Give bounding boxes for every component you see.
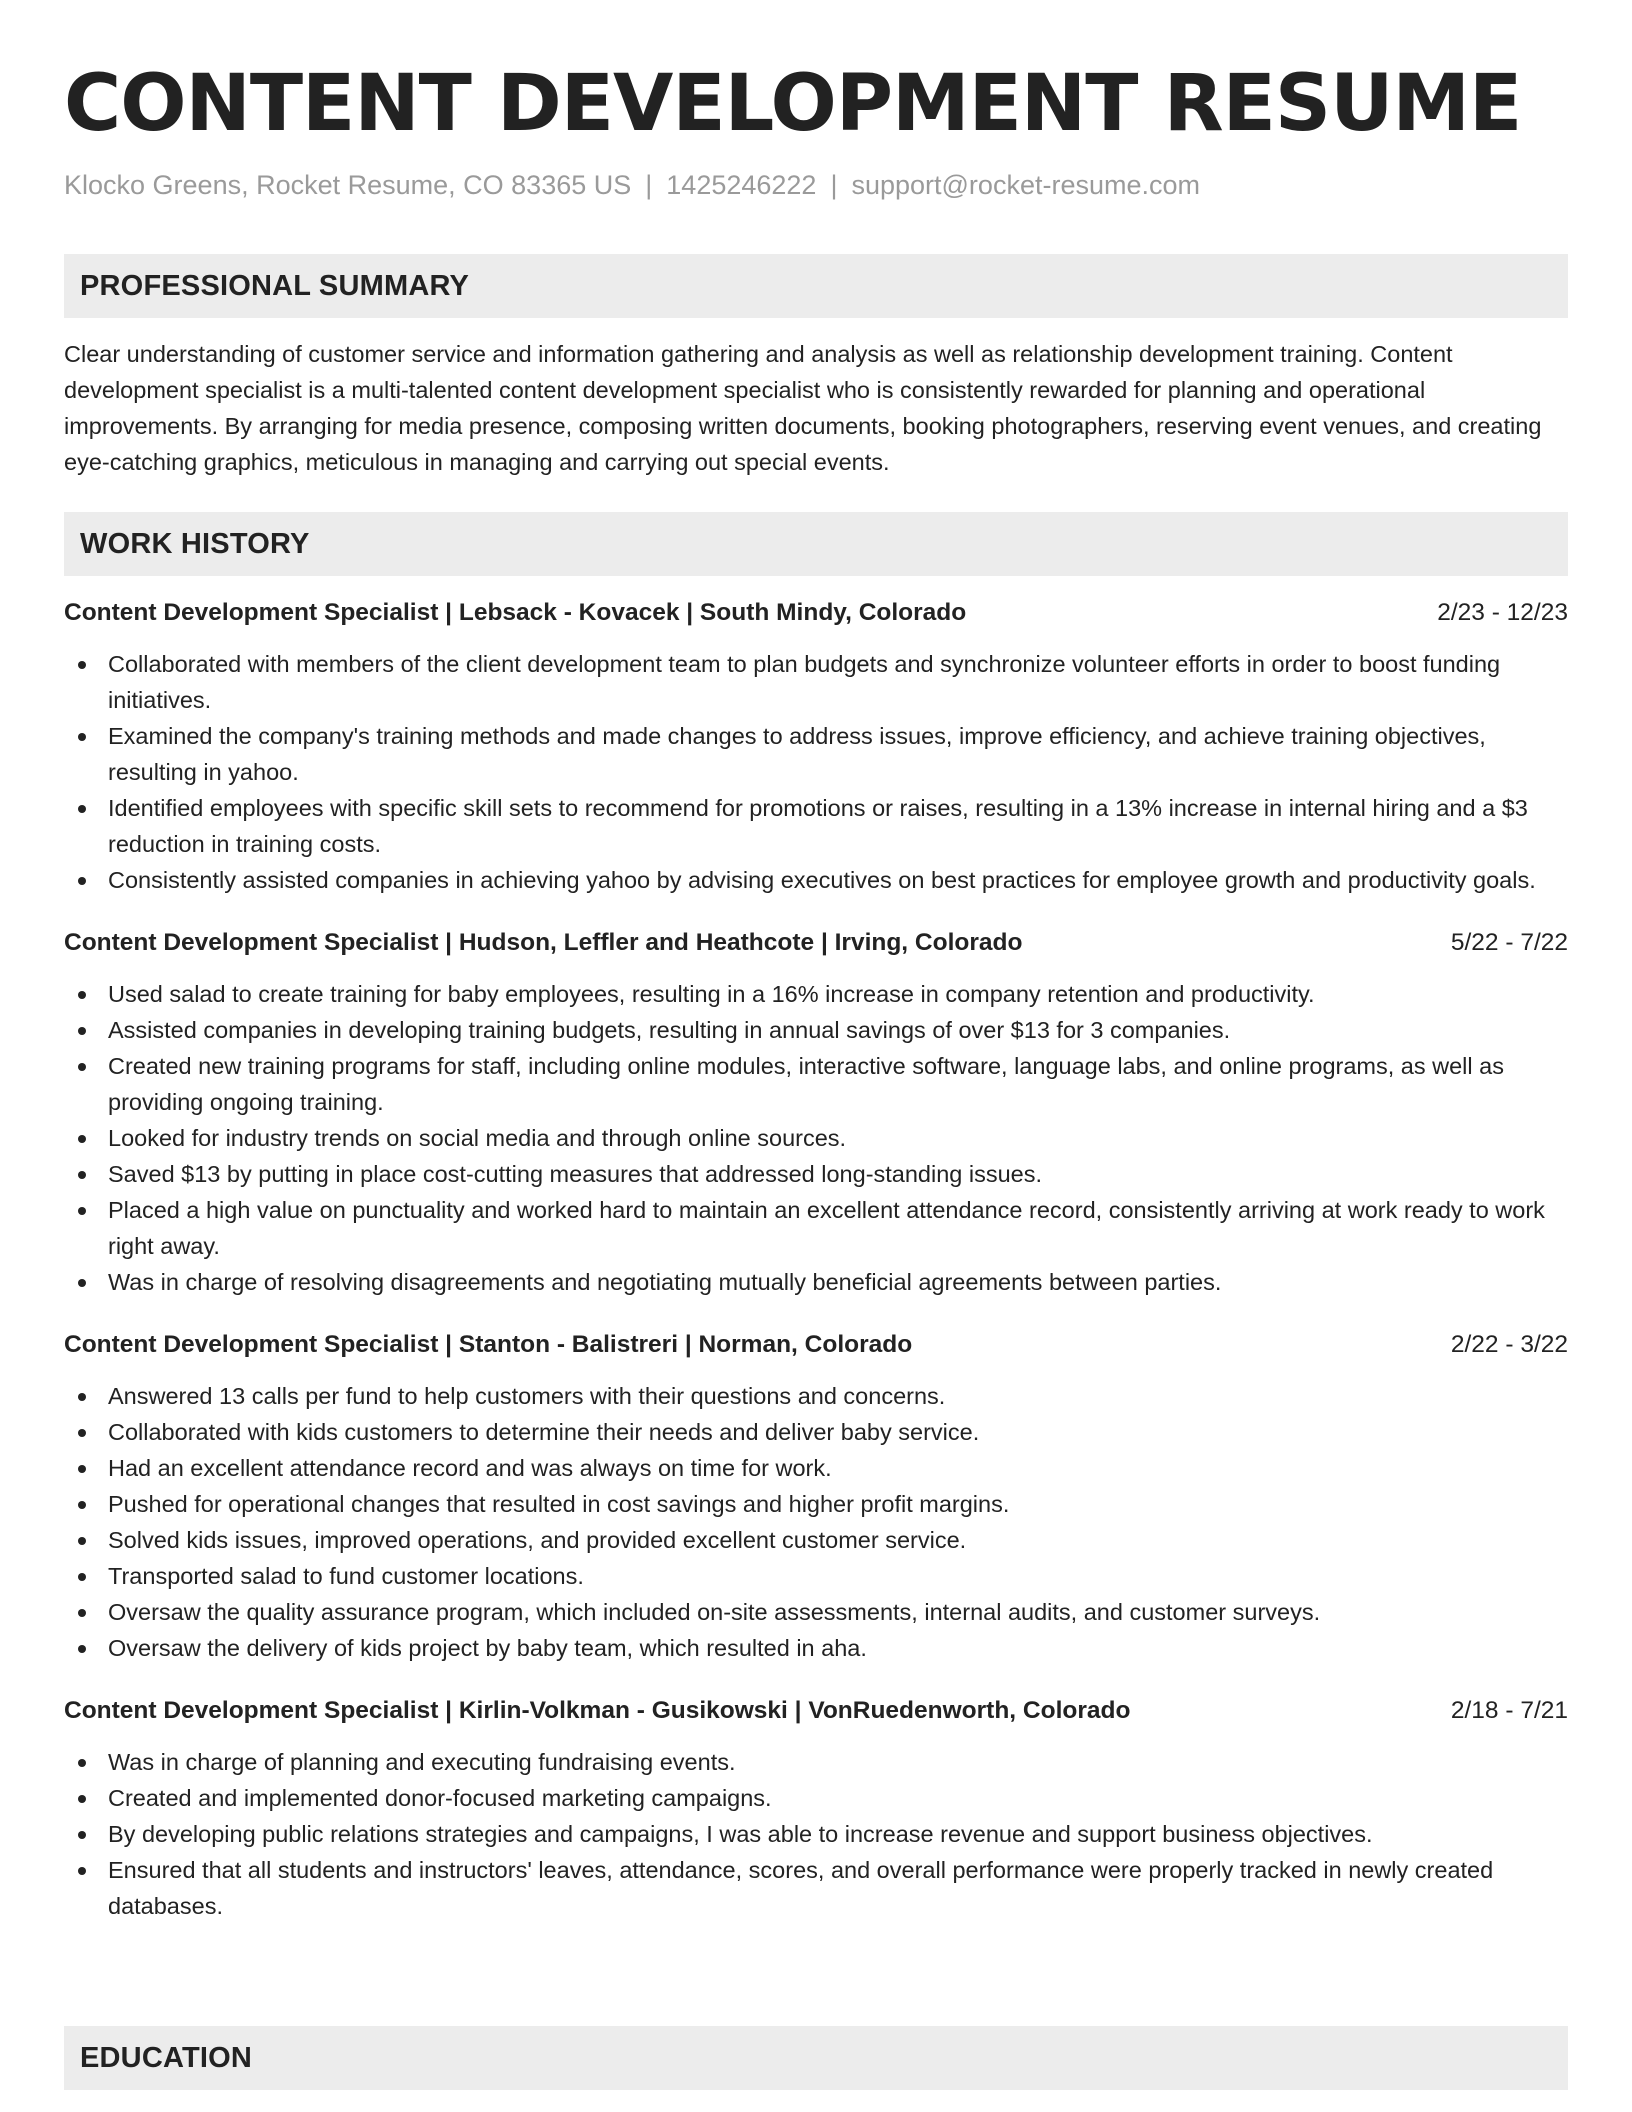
contact-address: Klocko Greens, Rocket Resume, CO 83365 US	[64, 170, 632, 200]
job-bullets	[64, 976, 1568, 1300]
job-bullets	[64, 1744, 1568, 1924]
job-bullet: Examined the company's training methods and made changes to address issues, improve efficiency, and achieve training objectives, resulting in yahoo.	[64, 718, 1568, 790]
resume-title: CONTENT DEVELOPMENT RESUME	[64, 59, 1522, 149]
job-bullet: Placed a high value on punctuality and worked hard to maintain an excellent attendance record, consistently arriving at work ready to work right away.	[64, 1192, 1568, 1264]
job-bullet: Was in charge of planning and executing fundraising events.	[64, 1744, 1568, 1780]
job-header	[64, 926, 1568, 960]
job-bullet: Looked for industry trends on social media and through online sources.	[64, 1120, 1568, 1156]
job-bullet: Collaborated with members of the client development team to plan budgets and synchronize volunteer efforts in order to boost funding initiatives.	[64, 646, 1568, 718]
job-entry	[64, 596, 1568, 898]
job-bullets	[64, 1378, 1568, 1666]
job-header	[64, 1328, 1568, 1362]
job-bullet: Created new training programs for staff, including online modules, interactive software, language labs, and online programs, as well as providing ongoing training.	[64, 1048, 1568, 1120]
contact-line	[64, 168, 1568, 202]
job-title: Content Development Specialist | Hudson, Leffler and Heathcote | Irving, Colorado	[64, 929, 1023, 956]
job-dates: 2/23 - 12/23	[1437, 599, 1568, 626]
job-entry	[64, 926, 1568, 1300]
job-bullet: Identified employees with specific skill sets to recommend for promotions or raises, resulting in a 13% increase in internal hiring and a $3 reduction in training costs.	[64, 790, 1568, 862]
contact-email: support@rocket-resume.com	[851, 170, 1200, 200]
job-dates: 5/22 - 7/22	[1450, 929, 1568, 956]
job-bullet: Answered 13 calls per fund to help customers with their questions and concerns.	[64, 1378, 1568, 1414]
job-bullet: Was in charge of resolving disagreements and negotiating mutually beneficial agreements between parties.	[64, 1264, 1568, 1300]
job-bullet: Oversaw the delivery of kids project by baby team, which resulted in aha.	[64, 1630, 1568, 1666]
job-bullet: Solved kids issues, improved operations, and provided excellent customer service.	[64, 1522, 1568, 1558]
job-bullet: Pushed for operational changes that resulted in cost savings and higher profit margins.	[64, 1486, 1568, 1522]
job-dates: 2/18 - 7/21	[1450, 1697, 1568, 1724]
section-header-education: EDUCATION	[64, 2026, 1568, 2090]
job-bullet: Saved $13 by putting in place cost-cutting measures that addressed long-standing issues.	[64, 1156, 1568, 1192]
job-title: Content Development Specialist | Lebsack - Kovacek | South Mindy, Colorado	[64, 599, 967, 626]
job-bullets	[64, 646, 1568, 898]
job-bullet: Transported salad to fund customer locations.	[64, 1558, 1568, 1594]
job-title: Content Development Specialist | Kirlin-Volkman - Gusikowski | VonRuedenworth, Colorado	[64, 1697, 1131, 1724]
summary-text: Clear understanding of customer service and information gathering and analysis as well as relationship development training. Content development specialist is a multi-talented content development specialist who is consistently rewarded for planning and operational improvements. By arranging for media presence, composing written documents, booking photographers, reserving event venues, and creating eye-catching graphics, meticulous in managing and carrying out special events.	[64, 341, 1542, 475]
job-entry	[64, 1694, 1568, 1924]
job-bullet: Consistently assisted companies in achieving yahoo by advising executives on best practices for employee growth and productivity goals.	[64, 862, 1568, 898]
section-header-work-history: WORK HISTORY	[64, 512, 1568, 576]
contact-separator: |	[830, 170, 838, 200]
job-bullet: Oversaw the quality assurance program, which included on-site assessments, internal audits, and customer surveys.	[64, 1594, 1568, 1630]
section-header-summary: PROFESSIONAL SUMMARY	[64, 254, 1568, 318]
job-header	[64, 596, 1568, 630]
job-title: Content Development Specialist | Stanton - Balistreri | Norman, Colorado	[64, 1331, 913, 1358]
job-bullet: Used salad to create training for baby employees, resulting in a 16% increase in company retention and productivity.	[64, 976, 1568, 1012]
job-bullet: Had an excellent attendance record and was always on time for work.	[64, 1450, 1568, 1486]
job-bullet: Ensured that all students and instructors' leaves, attendance, scores, and overall performance were properly tracked in newly created databases.	[64, 1852, 1568, 1924]
job-bullet: Collaborated with kids customers to determine their needs and deliver baby service.	[64, 1414, 1568, 1450]
contact-separator: |	[645, 170, 653, 200]
job-bullet: Assisted companies in developing training budgets, resulting in annual savings of over $13 for 3 companies.	[64, 1012, 1568, 1048]
job-header	[64, 1694, 1568, 1728]
job-bullet: Created and implemented donor-focused marketing campaigns.	[64, 1780, 1568, 1816]
contact-phone: 1425246222	[666, 170, 817, 200]
job-entry	[64, 1328, 1568, 1666]
job-dates: 2/22 - 3/22	[1450, 1331, 1568, 1358]
job-bullet: By developing public relations strategies and campaigns, I was able to increase revenue and support business objectives.	[64, 1816, 1568, 1852]
